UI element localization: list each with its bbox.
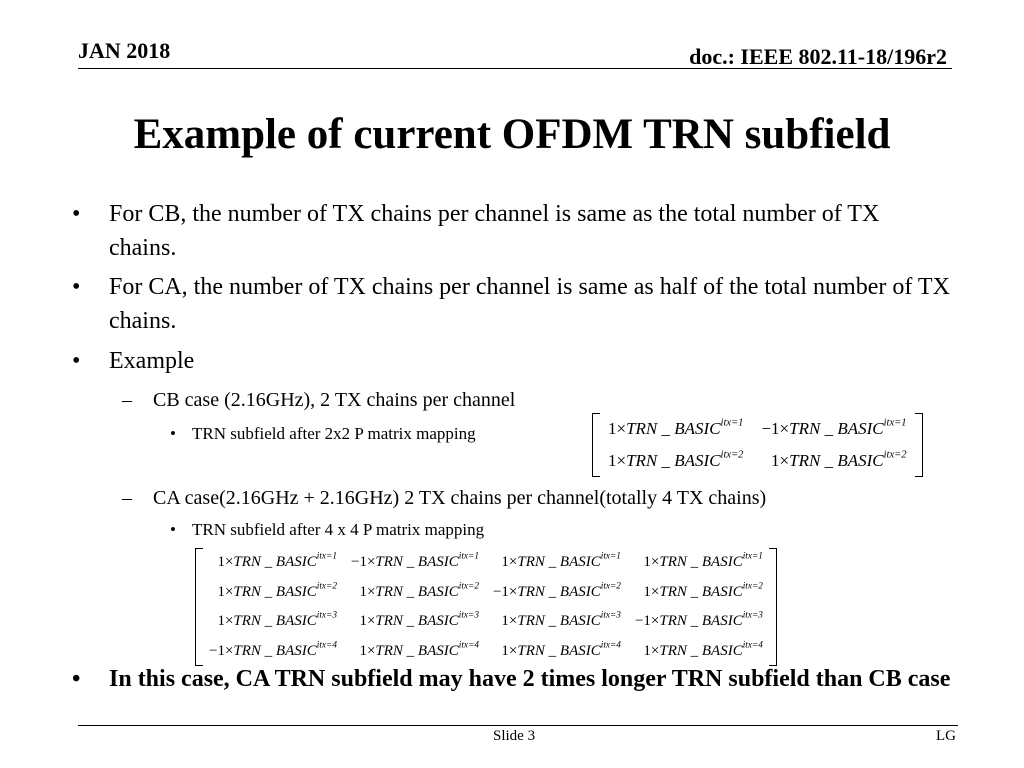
matrix-superscript: itx=1 [742,551,763,562]
matrix-term: TRN _ BASIC [626,451,721,470]
matrix-row [202,548,770,578]
matrix-term: TRN _ BASIC [789,419,884,438]
matrix-term: TRN _ BASIC [517,642,601,659]
slide-title: Example of current OFDM TRN subfield [133,111,891,158]
matrix-cell [202,578,344,608]
header-doc-id: doc.: IEEE 802.11-18/196r2 [689,44,947,69]
matrix-term: TRN _ BASIC [233,554,317,571]
matrix-superscript: itx=4 [458,640,479,651]
matrix-cell [344,607,486,637]
matrix-term: TRN _ BASIC [517,583,601,600]
matrix-row [202,607,770,637]
bullet-text: Example [109,348,195,374]
matrix-coefficient: 1× [217,613,234,630]
matrix-cell [752,413,915,445]
cb-case-label: CB case (2.16GHz), 2 TX chains per channel [153,389,516,411]
matrix-coefficient: −1× [350,554,376,571]
matrix-coefficient: 1× [501,554,518,571]
matrix-row [202,578,770,608]
matrix-term: TRN _ BASIC [375,613,459,630]
matrix-cell [628,578,770,608]
matrix-superscript: itx=1 [600,551,621,562]
matrix-term: TRN _ BASIC [626,419,721,438]
bullet-mark: • [170,424,176,443]
matrix-coefficient: 1× [771,451,790,470]
matrix-superscript: itx=1 [720,417,744,429]
matrix-superscript: itx=4 [742,640,763,651]
ca-case-item-text: TRN subfield after 4 x 4 P matrix mapping [192,520,485,539]
matrix-superscript: itx=1 [883,417,907,429]
cb-case [122,387,515,413]
matrix-coefficient: −1× [634,613,660,630]
matrix-superscript: itx=3 [742,610,763,621]
matrix-cell [628,607,770,637]
conclusion-text: In this case, CA TRN subfield may have 2 times longer TRN subfield than CB case [109,666,951,692]
matrix-row [599,445,916,477]
matrix-coefficient: −1× [209,642,234,659]
bullet-text: For CB, the number of TX chains per channel is same as the total number of TX chains. [109,201,880,261]
matrix-term: TRN _ BASIC [517,613,601,630]
matrix-superscript: itx=2 [883,449,907,461]
matrix-cell [486,578,628,608]
ca-case-label: CA case(2.16GHz + 2.16GHz) 2 TX chains per channel(totally 4 TX chains) [153,487,767,509]
matrix-superscript: itx=2 [600,581,621,592]
matrix-superscript: itx=2 [720,449,744,461]
matrix-coefficient: 1× [501,642,518,659]
matrix-superscript: itx=3 [316,610,337,621]
matrix-term: TRN _ BASIC [375,642,459,659]
header-divider [78,68,952,69]
matrix-superscript: itx=4 [600,640,621,651]
matrix-coefficient: 1× [608,419,627,438]
bullet-conclusion [72,662,952,696]
bullet-cb [72,197,952,265]
matrix-term: TRN _ BASIC [517,554,601,571]
matrix-coefficient: 1× [608,451,627,470]
matrix-coefficient: 1× [359,583,376,600]
matrix-cell [486,548,628,578]
matrix-cell [202,548,344,578]
matrix-term: TRN _ BASIC [659,642,743,659]
matrix-superscript: itx=3 [458,610,479,621]
matrix-term: TRN _ BASIC [789,451,884,470]
bullet-mark: • [170,520,176,539]
matrix-cell [486,607,628,637]
bullet-mark: • [72,274,81,300]
matrix-coefficient: 1× [643,583,660,600]
matrix-coefficient: 1× [359,642,376,659]
ca-case-item [170,519,484,541]
header-date: JAN 2018 [78,38,171,63]
matrix-cell [344,578,486,608]
matrix-coefficient: 1× [217,583,234,600]
matrix-superscript: itx=1 [458,551,479,562]
matrix-cell [202,607,344,637]
slide-number: Slide 3 [493,728,536,744]
matrix-coefficient: 1× [501,613,518,630]
bullet-mark: • [72,666,81,692]
matrix-term: TRN _ BASIC [233,613,317,630]
matrix-superscript: itx=1 [316,551,337,562]
ca-case [122,485,766,511]
matrix-term: TRN _ BASIC [233,642,317,659]
dash-mark: – [122,389,132,411]
cb-case-item [170,423,476,445]
matrix-cell [599,413,752,445]
cb-case-item-text: TRN subfield after 2x2 P matrix mapping [192,424,476,443]
matrix-coefficient: 1× [643,554,660,571]
matrix-coefficient: −1× [761,419,790,438]
footer-divider [78,725,958,726]
bullet-text: For CA, the number of TX chains per channel is same as half of the total number of TX chains. [109,274,950,334]
matrix-superscript: itx=2 [458,581,479,592]
matrix-superscript: itx=3 [600,610,621,621]
matrix-row [599,413,916,445]
bullet-mark: • [72,201,81,227]
matrix-cell [752,445,915,477]
matrix-superscript: itx=2 [742,581,763,592]
matrix-superscript: itx=4 [316,640,337,651]
matrix-term: TRN _ BASIC [375,583,459,600]
bullet-ca [72,270,952,338]
matrix-term: TRN _ BASIC [375,554,459,571]
matrix-2x2 [592,413,923,477]
matrix-coefficient: −1× [492,583,518,600]
bullet-mark: • [72,348,81,374]
matrix-coefficient: 1× [643,642,660,659]
matrix-coefficient: 1× [217,554,234,571]
matrix-cell [628,548,770,578]
bullet-example [72,344,952,378]
matrix-term: TRN _ BASIC [659,613,743,630]
matrix-cell [599,445,752,477]
matrix-superscript: itx=2 [316,581,337,592]
matrix-4x4 [195,548,777,666]
dash-mark: – [122,487,132,509]
footer-org: LG [936,728,956,744]
matrix-coefficient: 1× [359,613,376,630]
matrix-term: TRN _ BASIC [233,583,317,600]
matrix-cell [344,548,486,578]
matrix-term: TRN _ BASIC [659,583,743,600]
matrix-term: TRN _ BASIC [659,554,743,571]
